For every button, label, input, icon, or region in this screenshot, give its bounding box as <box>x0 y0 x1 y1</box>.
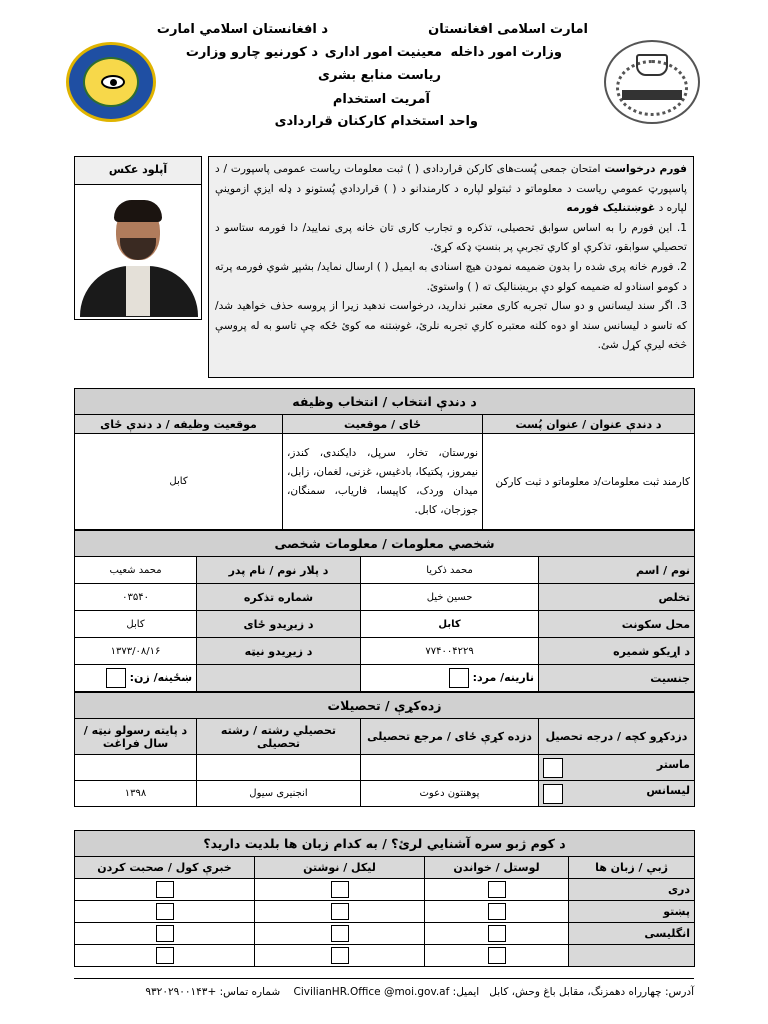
male-checkbox[interactable] <box>449 668 469 688</box>
col-education-field: تحصیلي رشته / رشته تحصیلی <box>197 719 361 755</box>
residence-field[interactable]: کابل <box>361 611 539 638</box>
footer-divider <box>74 978 694 979</box>
name-field[interactable]: محمد ذکریا <box>361 557 539 584</box>
col-reading: لوستل / خواندن <box>425 857 569 879</box>
instruction-item-1: 1. این فورم را به اساس سوابق تحصیلی، تذکره و تجارب کاری تان خانه پری نمایید/ دا فورمه ستاسو د تحصیلي سوابقو، تذکرې او کاري تجربې پر بنسټ ډکه کړئ. <box>215 221 687 254</box>
master-institution-field[interactable] <box>361 755 539 781</box>
col-writing: لیکل / نوشتن <box>255 857 425 879</box>
instructions-intro: فورم درخواست امتحان جمعی پُست‌های کارکن قراردادی ( ) ثبت معلومات ریاست عمومی پاسپورت / د پاسپورټ عمومي ریاست د معلوماتو د ثبتولو لپاره د کارمندانو د ( ) قراردادي پُستونو د ډله ایزې ازموینې لپاره د غوښتنلیک فورمه <box>215 163 687 215</box>
education-row-master <box>75 755 695 781</box>
language-row-english <box>75 923 695 945</box>
position-title-value[interactable]: کارمند ثبت معلومات/د معلوماتو د ثبت کارکن <box>483 434 695 530</box>
other-write-checkbox[interactable] <box>331 947 349 964</box>
ministry-seal-logo <box>66 42 156 122</box>
bachelor-institution-field[interactable]: پوهنتون دعوت <box>361 781 539 807</box>
dari-ministry-title: وزارت امور داخله <box>450 45 562 60</box>
position-section-title: د دندې انتخاب / انتخاب وظیفه <box>75 389 695 415</box>
instruction-item-2: 2. فورم خانه پری شده را بدون ضمیمه نمودن هیچ اسنادی به ایمیل ( ) ارسال نماید/ بشپړ شوي فورمه پرته د کومو اسنادو له ضمیمه کولو دې بریښنالیک ته ( ) واستوئ. <box>215 260 687 293</box>
surname-field[interactable]: حسین خیل <box>361 584 539 611</box>
phone-label: د اړیکو شمیره <box>539 638 695 665</box>
dari-emirate-title: امارت اسلامی افغانستان <box>428 22 588 37</box>
personal-info-table <box>74 530 695 692</box>
birthdate-field[interactable]: ۱۳۷۳/۰۸/۱۶ <box>75 638 197 665</box>
female-label: ښځینه/ زن: <box>129 671 193 684</box>
unit-title: واحد استخدام کارکنان قراردادی <box>274 114 478 129</box>
dari-read-checkbox[interactable] <box>488 881 506 898</box>
education-section-title: زده‌کړې / تحصیلات <box>75 693 695 719</box>
pashto-read-checkbox[interactable] <box>488 903 506 920</box>
instructions-box <box>208 156 694 378</box>
master-field-field[interactable] <box>197 755 361 781</box>
birthplace-field[interactable]: کابل <box>75 611 197 638</box>
email-link[interactable]: CivilianHR.Office @moi.gov.af <box>293 986 450 998</box>
english-read-checkbox[interactable] <box>488 925 506 942</box>
photo-upload-box[interactable] <box>74 156 202 320</box>
directorate-title: ریاست منابع بشری <box>318 68 441 83</box>
col-position-location: ځای / موقعیت <box>283 415 483 434</box>
language-english-label: انگلیسی <box>569 923 695 945</box>
email-label: ایمیل: <box>452 986 480 998</box>
address-text: چهارراه دهمزنگ، مقابل باغ وحش، کابل <box>489 986 662 998</box>
pashto-write-checkbox[interactable] <box>331 903 349 920</box>
col-duty-station: موقعیت وظیفه / د دندې ځای <box>75 415 283 434</box>
language-other-label <box>569 945 695 967</box>
pashto-ministry-title: د کورنيو چارو وزارت <box>185 45 318 60</box>
languages-section-title: د کوم ژبو سره آشنایي لرئ؟ / به کدام زبان ها بلدیت دارید؟ <box>75 831 695 857</box>
pashto-emirate-title: د افغانستان اسلامي امارت <box>156 22 328 37</box>
personal-section-title: شخصي معلومات / معلومات شخصی <box>75 531 695 557</box>
languages-table <box>74 830 695 967</box>
master-label: ماستر <box>656 757 690 771</box>
bachelor-grad-field[interactable]: ۱۳۹۸ <box>75 781 197 807</box>
col-graduation-date: د پایته رسولو نیټه / سال فراغت <box>75 719 197 755</box>
col-education-level: دزدکړو کچه / درجه تحصیل <box>539 719 695 755</box>
photo-upload-label: آپلود عکس <box>75 157 201 185</box>
instruction-item-3: 3. اگر سند لیسانس و دو سال تجربه کاری معتبر ندارید، درخواست ندهید زیرا از پروسه حذف خواهید شد/ که تاسو د لیسانس سند او دوه کلنه معتبره کاري تجربه نلرئ، غوښتنه مه کوئ ځکه چې تاسو به له پروسې څخه لیرې کړل شئ. <box>215 300 687 352</box>
emirate-emblem-logo <box>604 40 700 124</box>
english-write-checkbox[interactable] <box>331 925 349 942</box>
language-row-pashto <box>75 901 695 923</box>
education-row-bachelor <box>75 781 695 807</box>
language-pashto-label: پښتو <box>569 901 695 923</box>
master-grad-field[interactable] <box>75 755 197 781</box>
col-language: ژبې / زبان ها <box>569 857 695 879</box>
deputy-ministry-title: معینیت امور اداری <box>324 45 442 60</box>
education-table <box>74 692 695 807</box>
bachelor-label: لیسانس <box>646 783 690 797</box>
address-label: آدرس: <box>664 986 694 998</box>
phone-label: شماره تماس: <box>219 986 281 998</box>
tazkira-field[interactable]: ۰۳۵۴۰ <box>75 584 197 611</box>
name-label: نوم / اسم <box>539 557 695 584</box>
footer-contact <box>74 986 694 998</box>
dari-write-checkbox[interactable] <box>331 881 349 898</box>
female-checkbox[interactable] <box>106 668 126 688</box>
birthdate-label: د زیږیدو نیټه <box>197 638 361 665</box>
position-table <box>74 388 695 530</box>
tazkira-label: شماره تذکره <box>197 584 361 611</box>
language-dari-label: دری <box>569 879 695 901</box>
master-checkbox[interactable] <box>543 758 563 778</box>
col-speaking: خبرې کول / صحبت کردن <box>75 857 255 879</box>
bachelor-field-field[interactable]: انجنیری سیول <box>197 781 361 807</box>
birthplace-label: د زیږیدو ځای <box>197 611 361 638</box>
father-name-label: د پلار نوم / نام پدر <box>197 557 361 584</box>
residence-label: محل سکونت <box>539 611 695 638</box>
col-position-title: د دندې عنوان / عنوان پُست <box>483 415 695 434</box>
phone-field[interactable]: ۷۷۴۰۰۴۲۲۹ <box>361 638 539 665</box>
applicant-photo <box>78 190 200 317</box>
english-speak-checkbox[interactable] <box>156 925 174 942</box>
dari-speak-checkbox[interactable] <box>156 881 174 898</box>
phone-number: +۹۳۲۰۲۹۰۰۱۴۳ <box>145 986 217 998</box>
language-row-dari <box>75 879 695 901</box>
sub-directorate-title: آمریت استخدام <box>332 92 430 107</box>
male-label: نارینه/ مرد: <box>472 671 535 684</box>
surname-label: تخلص <box>539 584 695 611</box>
gender-label: جنسیت <box>539 665 695 692</box>
pashto-speak-checkbox[interactable] <box>156 903 174 920</box>
other-read-checkbox[interactable] <box>488 947 506 964</box>
duty-station-value[interactable]: کابل <box>75 434 283 530</box>
position-location-value[interactable]: نورستان، تخار، سرپل، دایکندی، کندز، نیمروز، پکتیکا، بادغیس، غزنی، لغمان، زابل، میدان وردک، کاپیسا، فاریاب، سمنگان، جوزجان، کابل. <box>283 434 483 530</box>
other-speak-checkbox[interactable] <box>156 947 174 964</box>
bachelor-checkbox[interactable] <box>543 784 563 804</box>
language-row-other <box>75 945 695 967</box>
father-name-field[interactable]: محمد شعیب <box>75 557 197 584</box>
col-education-institution: دزده کړې ځای / مرجع تحصیلی <box>361 719 539 755</box>
